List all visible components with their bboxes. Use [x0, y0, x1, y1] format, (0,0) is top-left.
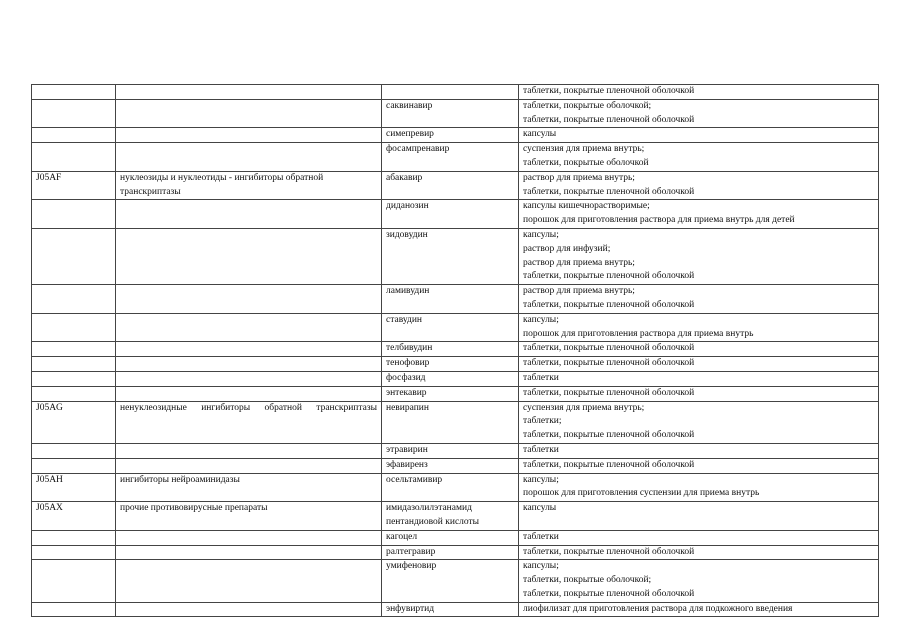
dosage-forms-cell [519, 458, 879, 473]
dosage-form-line: капсулы [523, 129, 557, 140]
pharmacological-group-cell [116, 443, 382, 458]
pharmacological-group-cell [116, 386, 382, 401]
table-row [32, 401, 879, 443]
table-row [32, 371, 879, 386]
dosage-form-line: таблетки, покрытые пленочной оболочкой [523, 114, 695, 125]
drug-name-cell: диданозин [382, 200, 519, 229]
table-row [32, 357, 879, 372]
dosage-form-line: суспензия для приема внутрь; [523, 402, 645, 413]
dosage-forms-cell [519, 502, 879, 531]
drug-name-cell: саквинавир [382, 99, 519, 128]
drug-name-cell: энтекавир [382, 386, 519, 401]
atc-code-cell [32, 128, 116, 143]
drug-name-cell: невирапин [382, 401, 519, 443]
drug-name-cell: осельтамивир [382, 473, 519, 502]
atc-code-cell [32, 143, 116, 172]
dosage-form-line: таблетки, покрытые пленочной оболочкой [523, 186, 695, 197]
pharmacological-group-cell: ингибиторы нейроаминидазы [116, 473, 382, 502]
pharmacological-group-cell [116, 313, 382, 342]
table-row [32, 143, 879, 172]
table-row [32, 313, 879, 342]
pharmacological-group-cell [116, 200, 382, 229]
table-row [32, 386, 879, 401]
atc-code-cell [32, 530, 116, 545]
atc-code-cell [32, 602, 116, 617]
table-row [32, 502, 879, 531]
dosage-form-line: капсулы; [523, 474, 559, 485]
dosage-form-line: таблетки [523, 531, 559, 542]
dosage-forms-cell [519, 200, 879, 229]
pharmacological-group-cell: нуклеозиды и нуклеотиды - ингибиторы обратной транскриптазы [116, 171, 382, 200]
dosage-forms-cell [519, 99, 879, 128]
drug-table [31, 84, 879, 617]
table-row [32, 200, 879, 229]
table-row [32, 602, 879, 617]
dosage-forms-cell [519, 357, 879, 372]
table-row [32, 545, 879, 560]
drug-name-cell: ламивудин [382, 285, 519, 314]
dosage-forms-cell [519, 386, 879, 401]
atc-code-cell [32, 545, 116, 560]
atc-code-cell [32, 371, 116, 386]
pharmacological-group-cell [116, 357, 382, 372]
dosage-form-line: раствор для приема внутрь; [523, 286, 635, 297]
table-row [32, 458, 879, 473]
table-row [32, 560, 879, 602]
table-row [32, 285, 879, 314]
dosage-forms-cell [519, 602, 879, 617]
drug-name-cell: телбивудин [382, 342, 519, 357]
drug-name-cell: ставудин [382, 313, 519, 342]
atc-code-cell [32, 342, 116, 357]
dosage-forms-cell [519, 401, 879, 443]
dosage-form-line: таблетки [523, 444, 559, 455]
table-row [32, 99, 879, 128]
dosage-form-line: таблетки, покрытые пленочной оболочкой [523, 430, 695, 441]
dosage-forms-cell [519, 560, 879, 602]
table-row [32, 530, 879, 545]
atc-code-cell [32, 386, 116, 401]
atc-code-cell [32, 99, 116, 128]
drug-name-cell: симепревир [382, 128, 519, 143]
dosage-form-line: капсулы; [523, 314, 559, 325]
pharmacological-group-cell [116, 371, 382, 386]
dosage-form-line: таблетки, покрытые пленочной оболочкой [523, 546, 695, 557]
dosage-forms-cell [519, 530, 879, 545]
dosage-forms-cell [519, 128, 879, 143]
dosage-form-line: таблетки, покрытые пленочной оболочкой [523, 387, 695, 398]
table-row [32, 228, 879, 284]
pharmacological-group-cell: ненуклеозидные ингибиторы обратной транскриптазы [116, 401, 382, 443]
pharmacological-group-cell [116, 99, 382, 128]
drug-name-line: пентандиовой кислоты [386, 516, 480, 527]
dosage-form-line: таблетки, покрытые пленочной оболочкой [523, 358, 695, 369]
dosage-form-line: капсулы; [523, 229, 559, 240]
pharmacological-group-cell [116, 342, 382, 357]
dosage-form-line: таблетки, покрытые пленочной оболочкой [523, 299, 695, 310]
table-row [32, 85, 879, 100]
drug-name-cell: абакавир [382, 171, 519, 200]
drug-name-cell [382, 502, 519, 531]
atc-code-cell [32, 443, 116, 458]
atc-code-cell [32, 357, 116, 372]
drug-name-cell: зидовудин [382, 228, 519, 284]
pharmacological-group-cell [116, 285, 382, 314]
dosage-forms-cell [519, 285, 879, 314]
drug-name-cell: энфувиртид [382, 602, 519, 617]
dosage-form-line: капсулы; [523, 561, 559, 572]
pharmacological-group-cell [116, 228, 382, 284]
dosage-form-line: таблетки, покрытые пленочной оболочкой [523, 588, 695, 599]
dosage-form-line: таблетки, покрытые оболочкой [523, 157, 649, 168]
atc-code-cell [32, 285, 116, 314]
dosage-form-line: капсулы [523, 503, 557, 514]
table-row [32, 128, 879, 143]
dosage-forms-cell [519, 313, 879, 342]
atc-code-cell: J05AX [32, 502, 116, 531]
pharmacological-group-cell [116, 560, 382, 602]
atc-code-cell [32, 200, 116, 229]
dosage-form-line: раствор для приема внутрь; [523, 257, 635, 268]
atc-code-cell [32, 458, 116, 473]
atc-code-cell [32, 313, 116, 342]
dosage-forms-cell [519, 443, 879, 458]
dosage-form-line: порошок для приготовления раствора для приема внутрь для детей [523, 215, 795, 226]
pharmacological-group-cell [116, 143, 382, 172]
table-row [32, 342, 879, 357]
drug-name-cell: эфавиренз [382, 458, 519, 473]
drug-name-cell: тенофовир [382, 357, 519, 372]
atc-code-cell: J05AG [32, 401, 116, 443]
drug-table-body [32, 85, 879, 617]
dosage-forms-cell [519, 473, 879, 502]
atc-code-cell [32, 228, 116, 284]
drug-name-cell: фосфазид [382, 371, 519, 386]
dosage-form-line: капсулы кишечнорастворимые; [523, 201, 650, 212]
pharmacological-group-cell [116, 85, 382, 100]
drug-name-cell [382, 85, 519, 100]
dosage-form-line: таблетки, покрытые пленочной оболочкой [523, 459, 695, 470]
dosage-form-line: лиофилизат для приготовления раствора для подкожного введения [523, 603, 793, 614]
drug-name-cell: кагоцел [382, 530, 519, 545]
dosage-form-line: таблетки, покрытые пленочной оболочкой [523, 86, 695, 96]
dosage-form-line: таблетки, покрытые оболочкой; [523, 575, 652, 586]
pharmacological-group-cell [116, 458, 382, 473]
pharmacological-group-cell [116, 530, 382, 545]
table-row [32, 171, 879, 200]
pharmacological-group-cell [116, 128, 382, 143]
atc-code-cell [32, 560, 116, 602]
dosage-form-line: таблетки [523, 372, 559, 383]
dosage-form-line: порошок для приготовления суспензии для приема внутрь [523, 488, 760, 499]
drug-name-line: имидазолилэтанамид [386, 503, 472, 514]
dosage-form-line: раствор для приема внутрь; [523, 172, 635, 183]
pharmacological-group-cell [116, 545, 382, 560]
atc-code-cell: J05AH [32, 473, 116, 502]
pharmacological-group-cell: прочие противовирусные препараты [116, 502, 382, 531]
pharmacological-group-cell [116, 602, 382, 617]
dosage-forms-cell [519, 371, 879, 386]
drug-name-cell: этравирин [382, 443, 519, 458]
dosage-forms-cell [519, 171, 879, 200]
drug-name-cell: умифеновир [382, 560, 519, 602]
dosage-form-line: раствор для инфузий; [523, 243, 611, 254]
dosage-forms-cell [519, 85, 879, 100]
dosage-form-line: суспензия для приема внутрь; [523, 144, 645, 155]
dosage-form-line: таблетки, покрытые пленочной оболочкой [523, 271, 695, 282]
drug-name-cell: ралтегравир [382, 545, 519, 560]
dosage-forms-cell [519, 545, 879, 560]
drug-name-cell: фосампренавир [382, 143, 519, 172]
atc-code-cell: J05AF [32, 171, 116, 200]
atc-code-cell [32, 85, 116, 100]
dosage-forms-cell [519, 342, 879, 357]
dosage-forms-cell [519, 228, 879, 284]
table-row [32, 443, 879, 458]
dosage-form-line: порошок для приготовления раствора для приема внутрь [523, 328, 754, 339]
dosage-form-line: таблетки, покрытые оболочкой; [523, 100, 652, 111]
dosage-form-line: таблетки, покрытые пленочной оболочкой [523, 343, 695, 354]
table-row [32, 473, 879, 502]
dosage-forms-cell [519, 143, 879, 172]
dosage-form-line: таблетки; [523, 416, 562, 427]
